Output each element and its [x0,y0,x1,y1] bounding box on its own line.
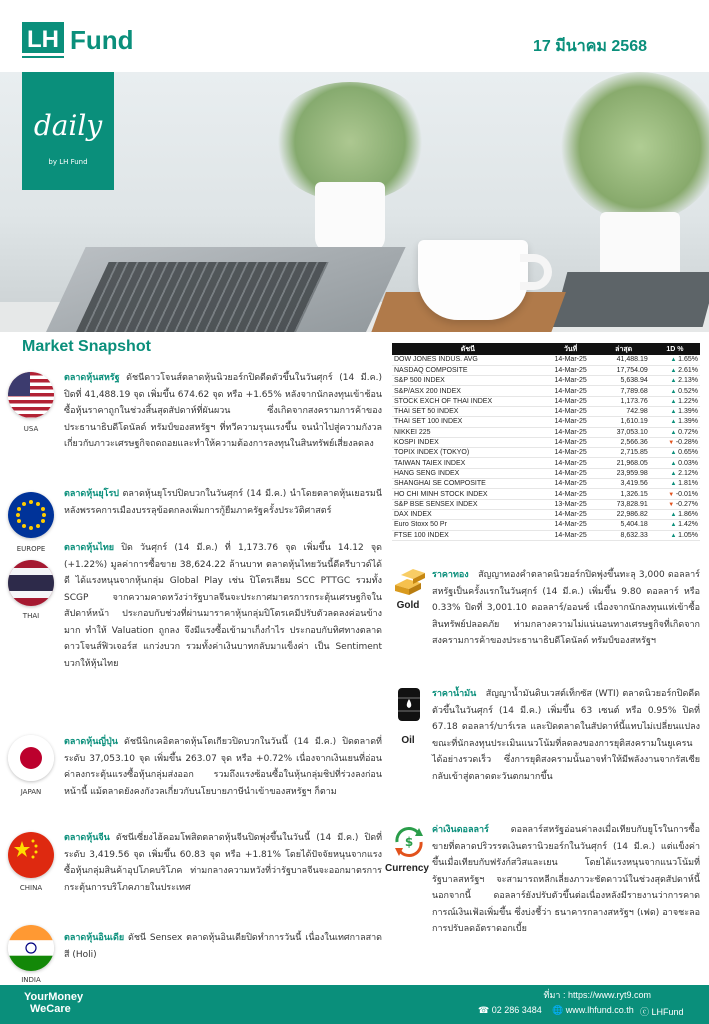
change-value: -0.28% [675,439,698,447]
change-cell [650,406,700,416]
table-row [392,417,700,427]
down-arrow-icon: ▼ [668,491,676,498]
phone-icon: ☎ [478,1005,490,1015]
up-arrow-icon: ▲ [670,419,679,426]
eu-flag-icon [8,492,54,538]
change-value: 1.22% [678,397,698,405]
up-arrow-icon: ▲ [670,367,679,374]
last-cell: 41,488.19 [598,355,650,365]
up-arrow-icon: ▲ [670,398,679,405]
change-cell [650,386,700,396]
footer-phone[interactable] [478,1005,542,1016]
last-cell: 1,610.19 [598,417,650,427]
change-cell [650,376,700,386]
index-name-cell: DOW JONES INDUS. AVG [392,355,544,365]
table-row [392,396,700,406]
source-link[interactable]: ที่มา : https://www.ryt9.com [543,990,651,1000]
last-cell: 23,959.98 [598,468,650,478]
index-name-cell: S&P/ASX 200 INDEX [392,386,544,396]
last-cell: 1,326.15 [598,489,650,499]
currency-exchange-icon [389,822,429,858]
last-cell: 2,566.36 [598,437,650,447]
table-row [392,458,700,468]
gold-body: สัญญาทองคำตลาดนิวยอร์กปิดพุ่งขึ้นทะลุ 3,000 ดอลลาร์สหรัฐเป็นครั้งแรกในวันศุกร์ (14 มี.ค.) เพิ่มขึ้น 9.80 ดอลลาร์ หรือ 0.33% ปิดที่ 3,001.10 ดอลลาร์/ออนซ์ เนื่องจากนักลงทุนแห่เข้าซื้อสินทรัพย์ปลอดภัย ท่ามกลางความไม่แน่นอนทางเศรษฐกิจที่เกิดจากสงครามการค้าของประธานาธิบดีโดนัลด์ ทรัมป์ของสหรัฐฯ [432,570,700,646]
index-name-cell: THAI SET 50 INDEX [392,406,544,416]
change-value: 2.13% [678,377,698,385]
index-name-cell: THAI SET 100 INDEX [392,417,544,427]
last-cell: 21,968.05 [598,458,650,468]
japan-heading: ตลาดหุ้นญี่ปุ่น [64,737,118,747]
currency-label: Currency [385,863,429,874]
table-row [392,468,700,478]
daily-by: by LH Fund [48,158,88,166]
thai-body: ปิด วันศุกร์ (14 มี.ค.) ที่ 1,173.76 จุด เพิ่มขึ้น 14.12 จุด (+1.22%) มูลค่าการซื้อขาย 38,624.22 ล้านบาท ตลาดหุ้นไทยวันนี้ดีดรีบาวด์ได้ดี ได้แรงหนุนจากหุ้นกลุ่ม Global Play เช่น ปิโตรเลียม SCC PTTGC รวมทั้ง SCGP จากความคาดหวังว่ารัฐบาลจีนจะประกาศมาตรการกระตุ้นเศรษฐกิจในสัปดาห์หน้า ประกอบกับช่วงที่ผ่านมาราคาหุ้นกลุ่มปิโตรเคมีปรับตัวลดลงค่อนข้างมาก ทำให้ Valuation ถูกลง จึงมีแรงซื้อเข้ามาเก็งกำไร ประกอบกับทิศทางตลาดดาวโจนส์ฟิวเจอร์ส แกว่งบวก รวมทั้งค่าเงินบาทกลับมาแข็งค่า เป็น Sentiment บวกให้หุ้นไทย [64,543,382,669]
india-label: INDIA [21,976,41,984]
table-row [392,355,700,365]
globe-icon: 🌐 [552,1005,564,1015]
change-value: 1.39% [678,418,698,426]
index-name-cell: NIKKEI 225 [392,427,544,437]
date-cell: 14-Mar-25 [544,386,598,396]
date-cell: 14-Mar-25 [544,376,598,386]
index-name-cell: TOPIX INDEX (TOKYO) [392,448,544,458]
date-cell: 13-Mar-25 [544,499,598,509]
table-row [392,386,700,396]
last-cell: 73,828.91 [598,499,650,509]
last-cell: 1,173.76 [598,396,650,406]
usa-paragraph [64,370,382,453]
brand-word: Fund [70,25,134,55]
change-value: 0.52% [678,387,698,395]
change-value: 1.39% [678,408,698,416]
up-arrow-icon: ▲ [670,460,679,467]
date-cell: 14-Mar-25 [544,448,598,458]
date-cell: 14-Mar-25 [544,530,598,540]
report-date: 17 มีนาคม 2568 [533,38,647,55]
table-row [392,509,700,519]
currency-paragraph [432,822,700,938]
index-name-cell: NASDAQ COMPOSITE [392,365,544,375]
date-cell: 14-Mar-25 [544,520,598,530]
col-date: วันที่ [544,343,598,355]
down-arrow-icon: ▼ [668,501,676,508]
change-cell [650,530,700,540]
india-paragraph [64,930,382,963]
date-cell: 14-Mar-25 [544,458,598,468]
change-cell [650,417,700,427]
up-arrow-icon: ▲ [670,481,679,488]
slogan-line-1: YourMoney [24,991,84,1003]
india-flag-icon [8,925,54,971]
oil-label: Oil [401,735,415,746]
china-heading: ตลาดหุ้นจีน [64,833,110,843]
up-arrow-icon: ▲ [670,388,679,395]
usa-label: USA [23,425,39,433]
table-row [392,437,700,447]
table-header-row [392,343,700,355]
thai-label: THAI [22,612,40,620]
page-footer [0,985,709,1024]
index-name-cell: STOCK EXCH OF THAI INDEX [392,396,544,406]
footer-facebook[interactable] [640,1005,684,1018]
footer-website[interactable] [552,1005,634,1016]
up-arrow-icon: ▲ [670,378,679,385]
japan-label: JAPAN [20,788,42,796]
thai-heading: ตลาดหุ้นไทย [64,543,115,553]
table-row [392,499,700,509]
table-row [392,489,700,499]
india-body: ดัชนี Sensex ตลาดหุ้นอินเดียปิดทำการวันนี้ เนื่องในเทศกาลสาดสี (Holi) [64,933,382,960]
gold-label: Gold [396,600,420,611]
up-arrow-icon: ▲ [670,409,679,416]
change-value: 0.72% [678,428,698,436]
change-value: 1.65% [678,356,698,364]
change-value: 0.65% [678,449,698,457]
gold-bars-icon [389,565,429,601]
table-row [392,448,700,458]
gold-heading: ราคาทอง [432,570,469,580]
date-cell: 14-Mar-25 [544,396,598,406]
table-row [392,530,700,540]
change-value: -0.27% [675,500,698,508]
daily-word: daily [33,109,103,142]
china-body: ดัชนีเซี่ยงไฮ้คอมโพสิตตลาดหุ้นจีนปิดพุ่งขึ้นในวันนี้ (14 มี.ค.) ปิดที่ระดับ 3,419.56 จุด เพิ่มขึ้น 60.83 จุด หรือ +1.81% โดยได้ปัจจัยหนุนจากแรงซื้อหุ้นกลุ่มสินค้าอุปโภคบริโภค ท่ามกลางความหวังที่ว่ารัฐบาลจีนจะออกมาตรการกระตุ้นการบริโภคภายในประเทศ [64,833,382,893]
usa-body: ดัชนีดาวโจนส์ตลาดหุ้นนิวยอร์กปิดดีดตัวขึ้นในวันศุกร์ (14 มี.ค.) ปิดที่ 41,488.19 จุด เพิ่มขึ้น 674.62 จุด หรือ +1.65% หลังจากนักลงทุนเข้าช้อนซื้อหุ้นราคาถูกในช่วงสิ้นสุดสัปดาห์ที่ผันผวน ซึ่งเกิดจากสงครามการค้าของประธานาธิบดีโดนัลด์ ทรัมป์ของสหรัฐฯ ที่ทวีความรุนแรงขึ้น จนนำไปสู่ความกังวลเกี่ยวกับภาวะเศรษฐกิจถดถอยและทำให้ความต้องการลงทุนในสินทรัพย์เสี่ยงลดลง [64,373,382,449]
change-cell [650,437,700,447]
down-arrow-icon: ▼ [668,440,676,447]
index-name-cell: S&P 500 INDEX [392,376,544,386]
change-value: 1.86% [678,511,698,519]
last-cell: 8,632.33 [598,530,650,540]
thai-flag-icon [8,560,54,606]
last-cell: 17,754.09 [598,365,650,375]
japan-flag-icon [8,735,54,781]
change-value: 2.12% [678,469,698,477]
usa-flag-icon [8,372,54,418]
svg-text:$: $ [404,835,414,849]
change-cell [650,509,700,519]
section-title: Market Snapshot [22,338,151,355]
index-name-cell: Euro Stoxx 50 Pr [392,520,544,530]
europe-body: ตลาดหุ้นยุโรปปิดบวกในวันศุกร์ (14 มี.ค.) นำโดยตลาดหุ้นเยอรมนี หลังพรรคการเมืองบรรลุข้อตกลงเพิ่มการกู้ยืมภาครัฐครั้งประวัติศาสตร์ [64,489,382,516]
page-header [0,0,709,72]
up-arrow-icon: ▲ [670,532,679,539]
index-name-cell: S&P BSE SENSEX INDEX [392,499,544,509]
europe-label: EUROPE [16,545,46,553]
last-cell: 7,789.68 [598,386,650,396]
change-value: 1.05% [678,531,698,539]
oil-heading: ราคาน้ำมัน [432,689,477,699]
change-cell [650,396,700,406]
date-cell: 14-Mar-25 [544,355,598,365]
change-value: 1.42% [678,521,698,529]
table-row [392,520,700,530]
date-cell: 14-Mar-25 [544,406,598,416]
usa-heading: ตลาดหุ้นสหรัฐ [64,373,120,383]
europe-heading: ตลาดหุ้นยุโรป [64,489,119,499]
gold-paragraph [432,567,700,650]
last-cell: 2,715.85 [598,448,650,458]
col-change: 1D % [650,343,700,355]
india-heading: ตลาดหุ้นอินเดีย [64,933,125,943]
change-cell [650,448,700,458]
change-value: -0.01% [675,490,698,498]
change-cell [650,427,700,437]
table-row [392,427,700,437]
up-arrow-icon: ▲ [670,512,679,519]
change-cell [650,458,700,468]
oil-body: สัญญาน้ำมันดิบเวสต์เท็กซัส (WTI) ตลาดนิวยอร์กปิดดีดตัวขึ้นในวันศุกร์ (14 มี.ค.) เพิ่มขึ้น 63 เซนต์ หรือ 0.95% ปิดที่ 67.18 ดอลลาร์/บาร์เรล และปิดตลาดในสัปดาห์นี้แทบไม่เปลี่ยนแปลง ขณะที่นักลงทุนประเมินแนวโน้มที่ลดลงของการยุติสงครามในยูเครนได้อย่างรวดเร็ว ซึ่งการยุติสงครามนั้นอาจทำให้มีพลังงานจากรัสเซียกลับเข้าสู่ตลาดตะวันตกมากขึ้น [432,689,700,782]
europe-paragraph [64,486,382,519]
index-name-cell: KOSPI INDEX [392,437,544,447]
table-row [392,479,700,489]
change-value: 0.03% [678,459,698,467]
change-value: 1.81% [678,480,698,488]
index-name-cell: HO CHI MINH STOCK INDEX [392,489,544,499]
col-index: ดัชนี [392,343,544,355]
last-cell: 5,404.18 [598,520,650,530]
date-cell: 14-Mar-25 [544,509,598,519]
currency-heading: ค่าเงินดอลลาร์ [432,825,489,835]
last-cell: 742.98 [598,406,650,416]
japan-paragraph [64,734,382,800]
date-cell: 14-Mar-25 [544,437,598,447]
phone-number: 02 286 3484 [491,1005,542,1015]
market-table [392,343,700,541]
facebook-icon: ⓒ [640,1007,650,1017]
index-name-cell: TAIWAN TAIEX INDEX [392,458,544,468]
date-cell: 14-Mar-25 [544,489,598,499]
facebook-text: LHFund [651,1007,684,1017]
date-cell: 14-Mar-25 [544,479,598,489]
last-cell: 5,638.94 [598,376,650,386]
date-cell: 14-Mar-25 [544,427,598,437]
last-cell: 37,053.10 [598,427,650,437]
table-row [392,406,700,416]
brand-logo[interactable] [22,22,64,58]
thai-paragraph [64,540,382,672]
up-arrow-icon: ▲ [670,450,679,457]
index-name-cell: FTSE 100 INDEX [392,530,544,540]
up-arrow-icon: ▲ [670,357,679,364]
china-paragraph [64,830,382,896]
index-name-cell: DAX INDEX [392,509,544,519]
index-name-cell: SHANGHAI SE COMPOSITE [392,479,544,489]
change-cell [650,479,700,489]
change-cell [650,468,700,478]
last-cell: 3,419.56 [598,479,650,489]
daily-badge [22,72,114,190]
table-body [392,355,700,540]
change-cell [650,489,700,499]
date-cell: 14-Mar-25 [544,365,598,375]
table-row [392,376,700,386]
oil-barrel-icon [389,685,429,721]
china-label: CHINA [19,884,43,892]
change-cell [650,499,700,509]
up-arrow-icon: ▲ [670,429,679,436]
oil-paragraph [432,686,700,785]
slogan-line-2: WeCare [30,1003,71,1015]
col-last: ล่าสุด [598,343,650,355]
change-cell [650,365,700,375]
footer-slogan [24,991,83,1015]
date-cell: 14-Mar-25 [544,468,598,478]
last-cell: 22,986.82 [598,509,650,519]
change-cell [650,355,700,365]
table-row [392,365,700,375]
brand-letters: LH [27,26,59,53]
currency-body: ดอลลาร์สหรัฐอ่อนค่าลงเมื่อเทียบกับยูโรในการซื้อขายที่ตลาดปริวรรตเงินตรานิวยอร์กในวันศุกร์ (14 มี.ค.) แต่แข็งค่าขึ้นเมื่อเทียบกับฟรังก์สวิสและเยน โดยได้แรงหนุนจากแนวโน้มที่รัฐบาลสหรัฐฯ จะสามารถหลีกเลี่ยงภาวะชัตดาวน์ในช่วงสุดสัปดาห์นี้ นอกจากนี้ ดอลลาร์ยังปรับตัวขึ้นต่อเนื่องหลังมีรายงานว่าการคาดการณ์เงินเฟ้อเพิ่มขึ้น ซึ่งบ่งชี้ว่า ธนาคารกลางสหรัฐฯ (เฟด) อาจชะลอการปรับลดอัตราดอกเบี้ย [432,825,700,934]
china-flag-icon [8,832,54,878]
website-text: www.lhfund.co.th [565,1005,634,1015]
up-arrow-icon: ▲ [670,522,679,529]
japan-body: ดัชนีนิกเคอิตลาดหุ้นโตเกียวปิดบวกในวันนี้ (14 มี.ค.) ปิดตลาดที่ระดับ 37,053.10 จุด เพิ่มขึ้น 263.07 จุด หรือ +0.72% เนื่องจากเงินเยนที่อ่อนค่าลงกระตุ้นแรงซื้อหุ้นกลุ่มส่งออก รวมถึงแรงซ้อนซื้อในหุ้นกลุ่มชิปที่ร่วงลงก่อนหน้านี้ แม้ตลาดยังคงกังวลเกี่ยวกับนโยบายภาษีนำเข้าของสหรัฐฯ ก็ตาม [64,737,382,797]
change-cell [650,520,700,530]
up-arrow-icon: ▲ [670,470,679,477]
date-cell: 14-Mar-25 [544,417,598,427]
change-value: 2.61% [678,366,698,374]
index-name-cell: HANG SENG INDEX [392,468,544,478]
